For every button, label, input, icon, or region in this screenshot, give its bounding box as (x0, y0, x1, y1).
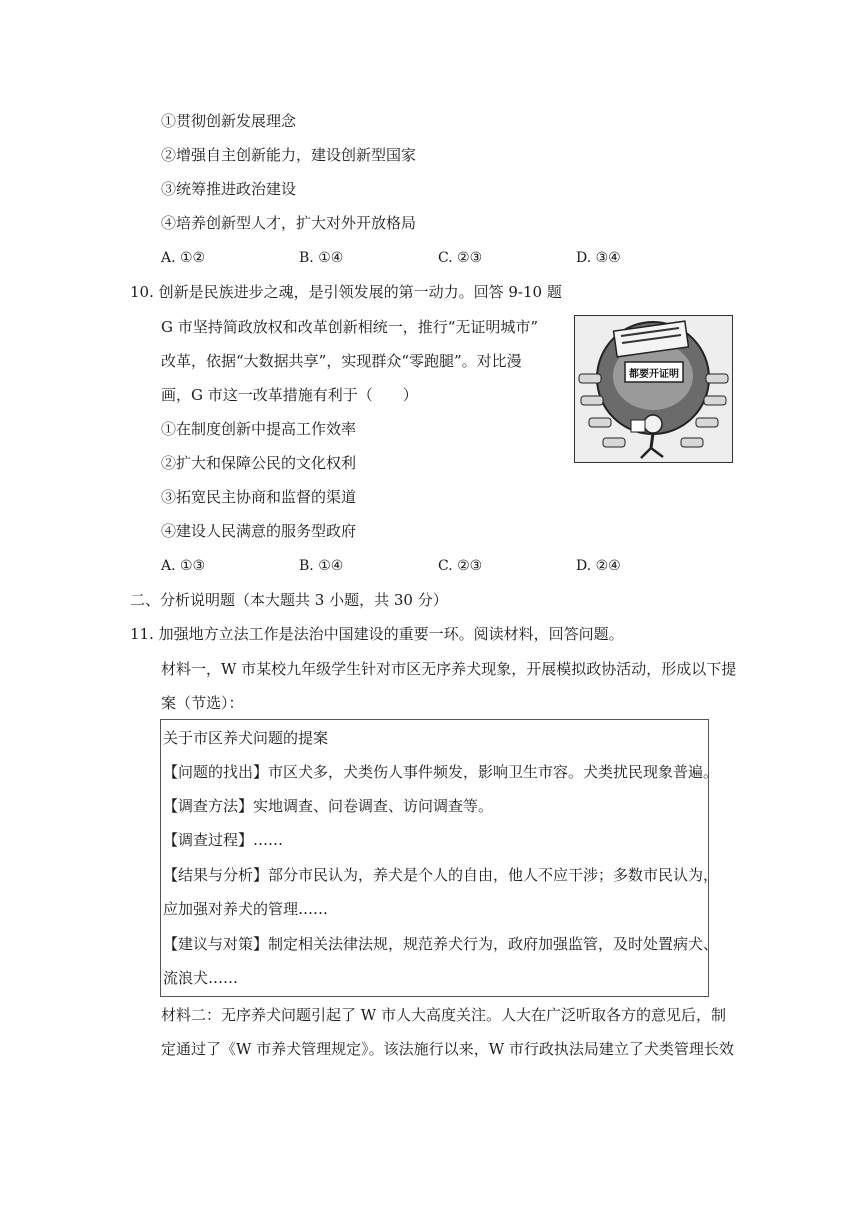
q9-item-2: ②增强自主创新能力，建设创新型国家 (161, 146, 417, 164)
q9-option-d: D. ③④ (576, 250, 621, 266)
cartoon-text: 都要开证明 (629, 369, 679, 380)
proposal-line: 【问题的找出】市区犬多，犬类伤人事件频发，影响卫生市容。犬类扰民现象普遍。 (163, 763, 719, 781)
q10-item-4: ④建设人民满意的服务型政府 (161, 522, 357, 540)
q11-stem: 11. 加强地方立法工作是法治中国建设的重要一环。阅读材料，回答问题。 (130, 625, 624, 643)
q11-material1-line: 案（节选）： (161, 694, 244, 712)
proposal-title: 关于市区养犬问题的提案 (163, 729, 329, 747)
q10-stem: 10. 创新是民族进步之魂，是引领发展的第一动力。回答 9-10 题 (130, 283, 562, 301)
q11-material2-line: 定通过了《W 市养犬管理规定》。该法施行以来，W 市行政执法局建立了犬类管理长效 (161, 1040, 734, 1058)
q9-option-a: A. ①② (161, 250, 206, 266)
q10-option-b: B. ①④ (299, 558, 344, 574)
q9-item-3: ③统筹推进政治建设 (161, 180, 297, 198)
q11-material1-line: 材料一，W 市某校九年级学生针对市区无序养犬现象，开展模拟政协活动，形成以下提 (161, 660, 737, 678)
q10-text-line: G 市坚持简政放权和改革创新相统一，推行“无证明城市” (161, 318, 539, 336)
cartoon-drawing (575, 316, 732, 462)
proposal-box (160, 719, 709, 997)
q10-option-c: C. ②③ (438, 558, 483, 574)
q10-option-a: A. ①③ (161, 558, 206, 574)
cartoon-image (574, 315, 733, 463)
proposal-line: 【结果与分析】部分市民认为，养犬是个人的自由，他人不应干涉；多数市民认为， (163, 866, 719, 884)
q9-option-b: B. ①④ (299, 250, 344, 266)
q10-item-1: ①在制度创新中提高工作效率 (161, 420, 357, 438)
proposal-line: 【建议与对策】制定相关法律法规，规范养犬行为，政府加强监管，及时处置病犬、 (163, 935, 719, 953)
q10-text-line: 画，G 市这一改革措施有利于（ ） (161, 386, 418, 404)
q9-option-c: C. ②③ (438, 250, 483, 266)
q11-material2-line: 材料二：无序养犬问题引起了 W 市人大高度关注。人大在广泛听取各方的意见后，制 (161, 1006, 726, 1024)
q10-text-line: 改革，依据“大数据共享”，实现群众“零跑腿”。对比漫 (161, 352, 522, 370)
q10-item-2: ②扩大和保障公民的文化权利 (161, 454, 357, 472)
proposal-line: 【调查过程】…… (163, 831, 284, 849)
q9-item-4: ④培养创新型人才，扩大对外开放格局 (161, 214, 417, 232)
proposal-line: 【调查方法】实地调查、问卷调查、访问调查等。 (163, 797, 494, 815)
q9-item-1: ①贯彻创新发展理念 (161, 112, 297, 130)
proposal-line: 应加强对养犬的管理…… (163, 900, 329, 918)
q10-item-3: ③拓宽民主协商和监督的渠道 (161, 488, 357, 506)
proposal-line: 流浪犬…… (163, 969, 239, 987)
section-heading: 二、分析说明题（本大题共 3 小题，共 30 分） (130, 591, 448, 609)
q10-option-d: D. ②④ (576, 558, 621, 574)
